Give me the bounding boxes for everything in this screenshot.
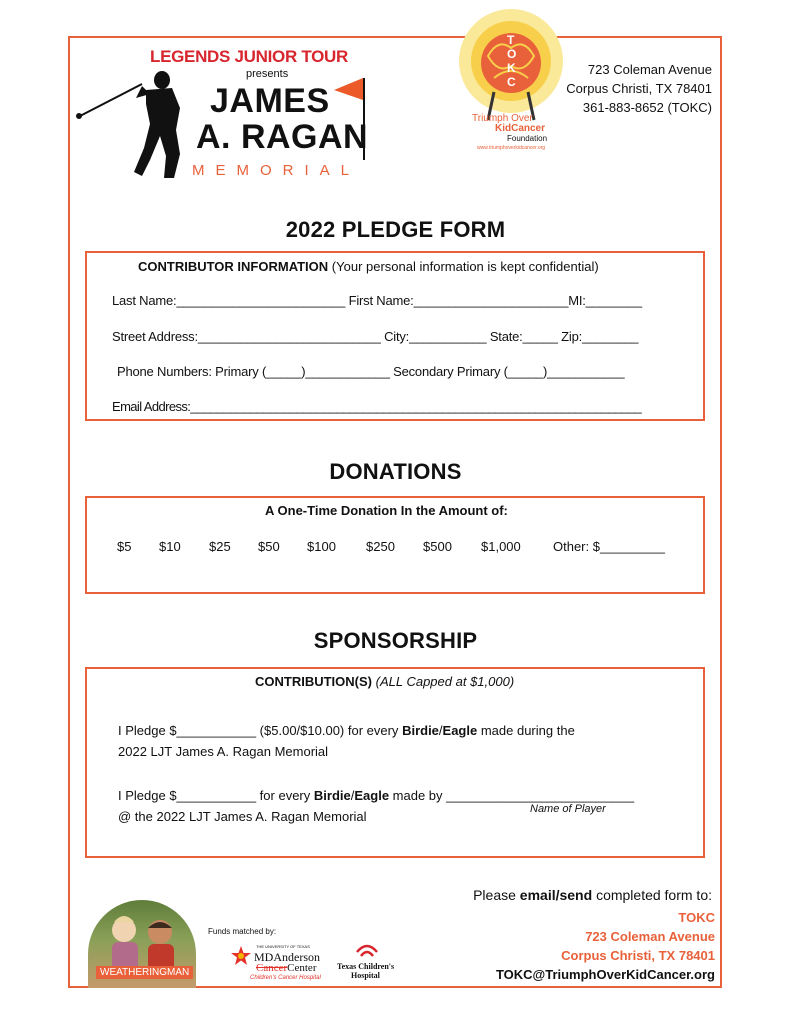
tokc-letter-k: K (507, 61, 516, 75)
footer-email[interactable]: TOKC@TriumphOverKidCancer.org (495, 967, 715, 982)
donations-heading: DONATIONS (329, 459, 462, 484)
sponsorship-header (255, 674, 514, 689)
photo-caption: WEATHERINGMAN (96, 966, 193, 979)
mda-name: MDAnderson (254, 950, 320, 964)
donation-option-5[interactable]: $5 (117, 539, 132, 554)
contributor-header-title: CONTRIBUTOR INFORMATION (138, 259, 329, 274)
footer-org: TOKC (678, 910, 715, 925)
funds-matched-label: Funds matched by: (208, 927, 277, 936)
form-title: 2022 PLEDGE FORM (285, 217, 506, 242)
event-memorial: MEMORIAL (192, 162, 361, 179)
pledge-per-player-line2: @ the 2022 LJT James A. Ragan Memorial (118, 809, 367, 824)
player-name-caption: Name of Player (530, 803, 606, 815)
tokc-wordmark-line2: KidCancer (495, 123, 546, 134)
tokc-foundation: Foundation (507, 134, 548, 143)
email-field-row[interactable]: Email Address:____________________________________________________________________ (112, 399, 642, 414)
sponsorship-header-note: (ALL Capped at $1,000) (375, 674, 515, 689)
pledge1-slash: / (438, 723, 443, 738)
pledge2-tail: made by __________________________ (392, 788, 635, 803)
pledge-per-player-line1[interactable] (118, 788, 634, 803)
mda-center-word: Center (287, 962, 317, 974)
header-city: Corpus Christi, TX 78401 (566, 81, 712, 96)
contributor-header-note: (Your personal information is kept confidential) (331, 259, 599, 274)
donations-subheading: A One-Time Donation In the Amount of: (265, 503, 508, 518)
event-name-line1: JAMES (210, 82, 330, 120)
donation-option-500[interactable]: $500 (423, 539, 452, 554)
tokc-url: www.triumphoverkidcancer.org (477, 145, 546, 151)
event-name-line2: A. RAGAN (196, 118, 369, 156)
tch-line1: Texas Children's (337, 962, 395, 971)
golf-flag-icon (330, 74, 370, 164)
mda-center-strike: Cancer (256, 962, 288, 974)
mda-center (256, 962, 316, 974)
sponsorship-section (85, 667, 705, 858)
tokc-wordmark-line1: Triumph Over (472, 113, 533, 124)
pledge1-eagle: Eagle (442, 723, 478, 738)
pledge1-text: I Pledge $___________ ($5.00/$10.00) for every (118, 723, 399, 738)
pledge2-birdie: Birdie (313, 788, 351, 803)
donation-option-50[interactable]: $50 (258, 539, 280, 554)
donation-option-250[interactable]: $250 (366, 539, 395, 554)
send-method: email/send (519, 887, 593, 903)
header-phone: 361-883-8652 (TOKC) (582, 100, 712, 115)
tokc-letter-o: O (507, 47, 517, 61)
texas-childrens-bird-icon (355, 940, 379, 960)
pledge-per-birdie-line1[interactable] (118, 723, 575, 738)
golfer-silhouette-icon (76, 64, 196, 184)
send-please: Please (473, 887, 516, 903)
phone-fields-row[interactable]: Phone Numbers: Primary (_____)____________ Secondary Primary (_____)___________ (117, 364, 625, 379)
pledge2-slash: / (350, 788, 355, 803)
sponsorship-heading: SPONSORSHIP (313, 628, 478, 653)
presents-label: presents (246, 68, 289, 80)
send-rest: completed form to: (596, 887, 712, 903)
pledge2-eagle: Eagle (354, 788, 390, 803)
donation-option-10[interactable]: $10 (159, 539, 181, 554)
sponsorship-header-title: CONTRIBUTION(S) (255, 674, 372, 689)
donation-option-other[interactable]: Other: $_________ (553, 539, 666, 554)
footer-street: 723 Coleman Avenue (585, 929, 715, 944)
header-street: 723 Coleman Avenue (587, 62, 712, 77)
mda-children: Children's Cancer Hospital (250, 975, 321, 981)
mda-small: THE UNIVERSITY OF TEXAS (256, 944, 310, 949)
contributor-header (138, 259, 599, 274)
pledge1-tail: made during the (480, 723, 575, 738)
pledge1-birdie: Birdie (402, 723, 439, 738)
footer-city: Corpus Christi, TX 78401 (561, 948, 715, 963)
tokc-letter-t: T (507, 33, 515, 47)
tour-name: LEGENDS JUNIOR TOUR (150, 47, 349, 66)
pledge2-text: I Pledge $___________ for every (118, 788, 311, 803)
tch-line2: Hospital (351, 971, 380, 980)
tokc-letter-c: C (507, 75, 516, 89)
name-fields-row[interactable]: Last Name:________________________ First Name:______________________MI:________ (112, 293, 642, 308)
md-anderson-star-icon (230, 945, 252, 967)
pledge-per-birdie-line2: 2022 LJT James A. Ragan Memorial (118, 744, 329, 759)
donation-option-25[interactable]: $25 (209, 539, 231, 554)
donation-option-100[interactable]: $100 (307, 539, 336, 554)
donation-option-1000[interactable]: $1,000 (481, 539, 521, 554)
address-fields-row[interactable]: Street Address:__________________________ City:___________ State:_____ Zip:________ (112, 329, 639, 344)
send-instructions (473, 887, 712, 903)
